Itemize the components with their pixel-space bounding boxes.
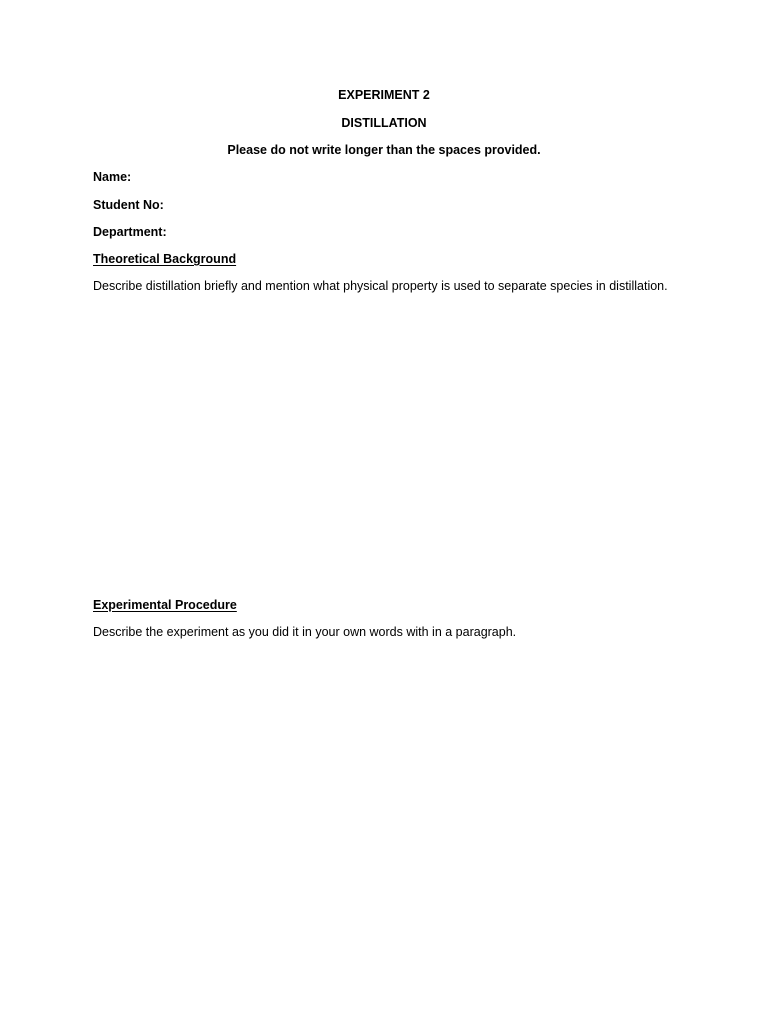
theory-heading: Theoretical Background <box>93 252 237 266</box>
department-label: Department: <box>93 225 167 239</box>
instruction-text: Please do not write longer than the spaces provided. <box>227 143 541 157</box>
procedure-prompt: Describe the experiment as you did it in your own words with in a paragraph. <box>93 625 517 639</box>
name-label: Name: <box>93 170 132 184</box>
procedure-heading: Experimental Procedure <box>93 598 237 612</box>
document-title: EXPERIMENT 2 <box>338 88 430 102</box>
document-subtitle: DISTILLATION <box>341 116 427 130</box>
student-no-label: Student No: <box>93 198 164 212</box>
theory-prompt: Describe distillation briefly and mention what physical property is used to separate species in distillation. <box>93 279 668 293</box>
